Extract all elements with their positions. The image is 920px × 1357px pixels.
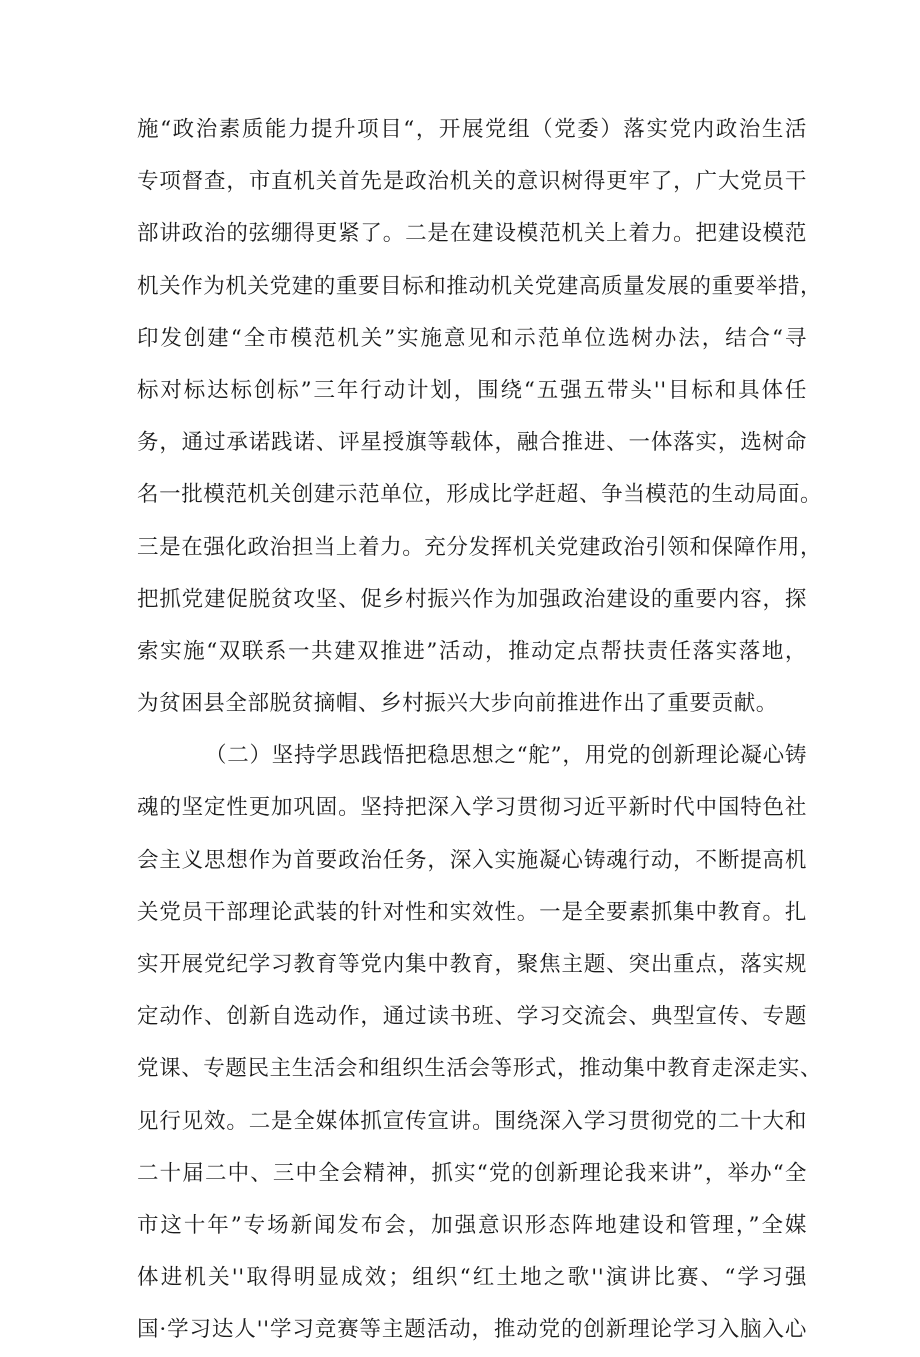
- text-line: 定动作、创新自选动作，通过读书班、学习交流会、典型宣传、专题: [137, 1004, 807, 1030]
- text-line: 见行见效。二是全媒体抓宣传宣讲。围绕深入学习贯彻党的二十大和: [137, 1108, 807, 1134]
- text-line: 施“政治素质能力提升项目“，开展党组（党委）落实党内政治生活: [137, 117, 807, 142]
- section-heading-line: （二）坚持学思践悟把稳思想之“舵”，用党的创新理论凝心铸: [205, 743, 807, 769]
- text-line: 索实施“双联系一共建双推进”活动，推动定点帮扶责任落实落地，: [137, 638, 807, 664]
- text-line: 国·学习达人''学习竞赛等主题活动，推动党的创新理论学习入脑入心: [137, 1317, 807, 1343]
- text-line: 二十届二中、三中全会精神，抓实“党的创新理论我来讲”，举办“全: [137, 1160, 807, 1186]
- text-line: 务，通过承诺践诺、评星授旗等载体，融合推进、一体落实，选树命: [137, 430, 807, 456]
- text-line: 党课、专题民主生活会和组织生活会等形式，推动集中教育走深走实、: [137, 1056, 823, 1082]
- text-line: 机关作为机关党建的重要目标和推动机关党建高质量发展的重要举措，: [137, 273, 823, 299]
- text-line: 关党员干部理论武装的针对性和实效性。一是全要素抓集中教育。扎: [137, 899, 807, 925]
- text-line: 标对标达标创标”三年行动计划，围绕“五强五带头''目标和具体任: [137, 377, 807, 403]
- text-line: 部讲政治的弦绷得更紧了。二是在建设模范机关上着力。把建设模范: [137, 221, 807, 247]
- text-line: 会主义思想作为首要政治任务，深入实施凝心铸魂行动，不断提高机: [137, 847, 807, 873]
- text-line: 体进机关''取得明显成效；组织“红土地之歌''演讲比赛、“学习强: [137, 1265, 807, 1291]
- body-text: [137, 104, 823, 1357]
- paragraph-end-line: 为贫困县全部脱贫摘帽、乡村振兴大步向前推进作出了重要贡献。: [137, 691, 778, 717]
- text-line: 实开展党纪学习教育等党内集中教育，聚焦主题、突出重点，落实规: [137, 952, 807, 977]
- text-line: 专项督查，市直机关首先是政治机关的意识树得更牢了，广大党员干: [137, 169, 807, 195]
- text-line: 三是在强化政治担当上着力。充分发挥机关党建政治引领和保障作用，: [137, 534, 823, 560]
- text-line: 印发创建“全市模范机关”实施意见和示范单位选树办法，结合“寻: [137, 325, 807, 351]
- text-line: 名一批模范机关创建示范单位，形成比学赶超、争当模范的生动局面。: [137, 482, 823, 508]
- text-line: 市这十年”专场新闻发布会，加强意识形态阵地建设和管理，”全媒: [137, 1212, 807, 1238]
- text-line: 把抓党建促脱贫攻坚、促乡村振兴作为加强政治建设的重要内容，探: [137, 586, 807, 612]
- text-line: 魂的坚定性更加巩固。坚持把深入学习贯彻习近平新时代中国特色社: [137, 795, 807, 821]
